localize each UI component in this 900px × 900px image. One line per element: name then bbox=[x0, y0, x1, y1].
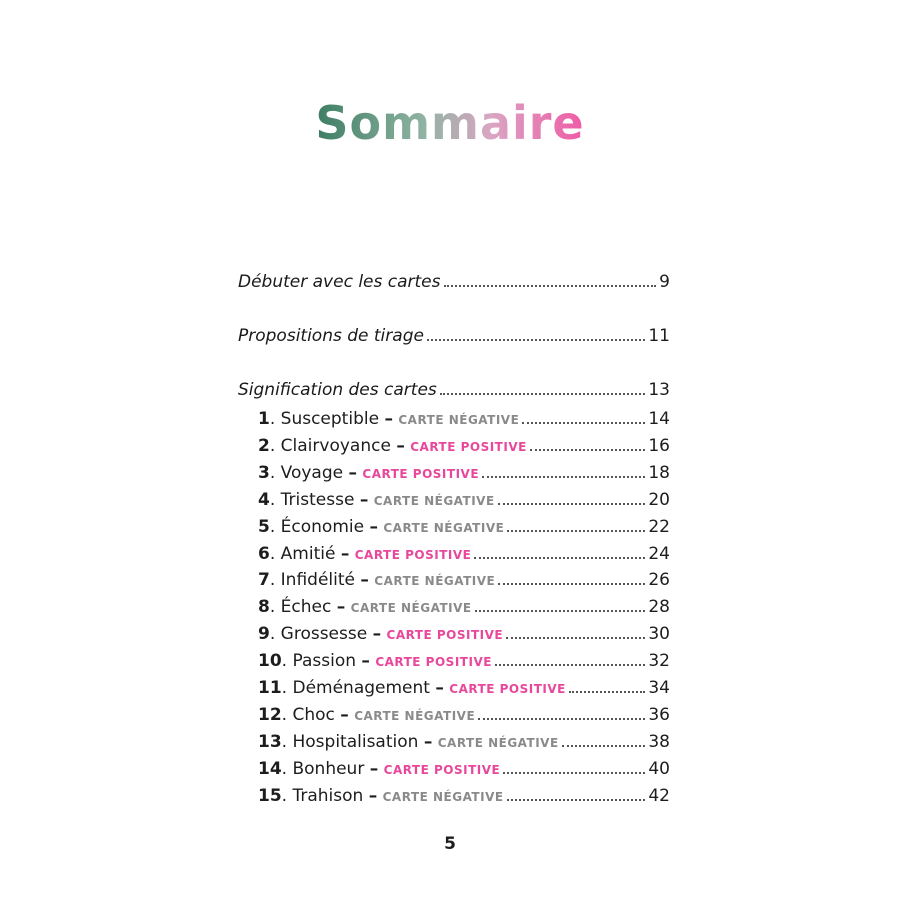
section-label: Débuter avec les cartes bbox=[238, 272, 441, 292]
section-page-number: 11 bbox=[648, 326, 670, 346]
number-separator: . bbox=[281, 651, 293, 672]
positive-card-tag: CARTE POSITIVE bbox=[386, 628, 504, 643]
card-name: Échec bbox=[280, 597, 332, 618]
number-separator: . bbox=[281, 785, 293, 806]
dash-separator: – bbox=[423, 731, 433, 752]
card-name: Économie bbox=[280, 516, 365, 537]
card-page-number: 14 bbox=[648, 409, 670, 429]
card-number: 10 bbox=[258, 651, 282, 672]
dot-leader bbox=[482, 476, 645, 478]
number-separator: . bbox=[269, 489, 281, 510]
negative-card-tag: CARTE NÉGATIVE bbox=[437, 735, 559, 750]
card-name: Bonheur bbox=[292, 758, 365, 779]
card-number: 13 bbox=[258, 731, 282, 752]
number-separator: . bbox=[269, 543, 281, 564]
card-entry-label bbox=[258, 786, 504, 806]
toc-card-row[interactable] bbox=[258, 409, 670, 429]
card-number: 4 bbox=[258, 489, 270, 510]
dot-leader bbox=[507, 530, 645, 532]
negative-card-tag: CARTE NÉGATIVE bbox=[383, 520, 505, 535]
card-number: 9 bbox=[258, 624, 270, 645]
toc-card-row[interactable] bbox=[258, 732, 670, 752]
card-number: 7 bbox=[258, 570, 270, 591]
dash-separator: – bbox=[340, 543, 350, 564]
dash-separator: – bbox=[372, 624, 382, 645]
dash-separator: – bbox=[361, 651, 370, 672]
card-name: Passion bbox=[292, 651, 357, 672]
dash-separator: – bbox=[360, 570, 369, 591]
card-name: Infidélité bbox=[280, 570, 355, 591]
toc-card-row[interactable] bbox=[258, 651, 670, 671]
card-page-number: 42 bbox=[648, 785, 670, 806]
positive-card-tag: CARTE POSITIVE bbox=[354, 547, 472, 562]
dot-leader bbox=[530, 449, 646, 451]
card-number: 3 bbox=[258, 462, 270, 483]
card-number: 5 bbox=[258, 516, 270, 537]
negative-card-tag: CARTE NÉGATIVE bbox=[350, 601, 472, 616]
dash-separator: – bbox=[340, 704, 349, 725]
dot-leader bbox=[440, 393, 646, 395]
card-name: Susceptible bbox=[280, 409, 380, 429]
dash-separator: – bbox=[336, 597, 346, 618]
number-separator: . bbox=[269, 597, 281, 618]
dot-leader bbox=[444, 285, 657, 287]
card-name: Déménagement bbox=[292, 678, 430, 698]
dash-separator: – bbox=[368, 785, 378, 806]
number-separator: . bbox=[281, 731, 293, 752]
card-name: Amitié bbox=[280, 543, 336, 564]
card-entry-label bbox=[258, 517, 504, 537]
toc-card-row[interactable] bbox=[258, 544, 670, 564]
card-page-number: 26 bbox=[648, 570, 670, 591]
card-page-number: 40 bbox=[648, 758, 670, 779]
card-page-number: 24 bbox=[648, 543, 670, 564]
page-title-text: Sommaire bbox=[315, 96, 585, 150]
negative-card-tag: CARTE NÉGATIVE bbox=[354, 708, 476, 723]
card-name: Trahison bbox=[292, 785, 364, 806]
page-number: 5 bbox=[444, 834, 456, 854]
card-page-number: 34 bbox=[648, 678, 670, 698]
card-number: 6 bbox=[258, 543, 270, 564]
card-number: 8 bbox=[258, 597, 270, 618]
dot-leader bbox=[569, 691, 645, 693]
card-entry-label bbox=[258, 463, 479, 483]
toc-section-signification[interactable] bbox=[238, 380, 670, 400]
card-number: 2 bbox=[258, 435, 270, 456]
card-name: Hospitalisation bbox=[292, 731, 419, 752]
toc-section-propositions[interactable] bbox=[238, 326, 670, 346]
card-entry-label bbox=[258, 759, 500, 779]
section-label: Signification des cartes bbox=[238, 380, 437, 400]
dot-leader bbox=[498, 503, 646, 505]
dot-leader bbox=[474, 557, 645, 559]
negative-card-tag: CARTE NÉGATIVE bbox=[374, 574, 496, 589]
card-entry-label bbox=[258, 624, 503, 644]
dot-leader bbox=[427, 339, 645, 341]
toc-card-row[interactable] bbox=[258, 678, 670, 698]
dash-separator: – bbox=[369, 516, 378, 537]
negative-card-tag: CARTE NÉGATIVE bbox=[373, 493, 495, 508]
dot-leader bbox=[522, 422, 645, 424]
card-number: 1 bbox=[258, 409, 270, 429]
card-number: 15 bbox=[258, 785, 282, 806]
card-number: 11 bbox=[258, 678, 282, 698]
number-separator: . bbox=[269, 462, 281, 483]
positive-card-tag: CARTE POSITIVE bbox=[449, 682, 566, 696]
dot-leader bbox=[507, 799, 646, 801]
card-entry-label bbox=[258, 678, 566, 698]
card-entry-label bbox=[258, 436, 527, 456]
card-entry-label bbox=[258, 409, 519, 429]
card-name: Choc bbox=[292, 704, 335, 725]
card-page-number: 18 bbox=[648, 462, 670, 483]
toc-card-row[interactable] bbox=[258, 436, 670, 456]
positive-card-tag: CARTE POSITIVE bbox=[410, 439, 527, 454]
number-separator: . bbox=[269, 435, 281, 456]
dash-separator: – bbox=[435, 678, 444, 698]
card-entry-label bbox=[258, 490, 495, 510]
card-page-number: 36 bbox=[648, 704, 670, 725]
dot-leader bbox=[495, 664, 645, 666]
card-page-number: 16 bbox=[648, 435, 670, 456]
card-entry-label bbox=[258, 570, 495, 590]
toc-card-row[interactable] bbox=[258, 786, 670, 806]
toc-section-debuter[interactable] bbox=[238, 272, 670, 292]
section-page-number: 13 bbox=[648, 380, 670, 400]
number-separator: . bbox=[281, 678, 293, 698]
number-separator: . bbox=[281, 704, 293, 725]
dot-leader bbox=[562, 745, 646, 747]
toc-card-row[interactable] bbox=[258, 570, 670, 590]
card-page-number: 22 bbox=[648, 516, 670, 537]
card-number: 12 bbox=[258, 704, 282, 725]
card-entry-label bbox=[258, 705, 475, 725]
dot-leader bbox=[498, 583, 645, 585]
dash-separator: – bbox=[384, 409, 393, 429]
toc-card-row[interactable] bbox=[258, 517, 670, 537]
card-page-number: 38 bbox=[648, 731, 670, 752]
dot-leader bbox=[503, 772, 645, 774]
card-name: Tristesse bbox=[280, 489, 355, 510]
card-entry-label bbox=[258, 732, 559, 752]
number-separator: . bbox=[269, 409, 281, 429]
toc-card-row[interactable] bbox=[258, 624, 670, 644]
card-entry-label bbox=[258, 544, 471, 564]
negative-card-tag: CARTE NÉGATIVE bbox=[398, 413, 520, 427]
number-separator: . bbox=[269, 516, 281, 537]
positive-card-tag: CARTE POSITIVE bbox=[362, 466, 480, 481]
toc-card-row[interactable] bbox=[258, 490, 670, 510]
toc-card-row[interactable] bbox=[258, 463, 670, 483]
card-page-number: 32 bbox=[648, 651, 670, 672]
number-separator: . bbox=[281, 758, 293, 779]
card-name: Voyage bbox=[280, 462, 344, 483]
card-number: 14 bbox=[258, 758, 282, 779]
dash-separator: – bbox=[359, 489, 369, 510]
dash-separator: – bbox=[369, 758, 379, 779]
dot-leader bbox=[475, 610, 646, 612]
dash-separator: – bbox=[396, 435, 405, 456]
negative-card-tag: CARTE NÉGATIVE bbox=[382, 789, 504, 804]
positive-card-tag: CARTE POSITIVE bbox=[375, 655, 492, 670]
toc-card-row[interactable] bbox=[258, 597, 670, 617]
number-separator: . bbox=[269, 570, 281, 591]
section-label: Propositions de tirage bbox=[238, 326, 424, 346]
dot-leader bbox=[478, 718, 645, 720]
number-separator: . bbox=[269, 624, 281, 645]
card-name: Grossesse bbox=[280, 624, 368, 645]
card-page-number: 30 bbox=[648, 624, 670, 645]
section-page-number: 9 bbox=[659, 272, 670, 292]
positive-card-tag: CARTE POSITIVE bbox=[383, 762, 501, 777]
card-page-number: 20 bbox=[648, 489, 670, 510]
page-title bbox=[0, 96, 900, 150]
dot-leader bbox=[506, 637, 645, 639]
card-page-number: 28 bbox=[648, 597, 670, 618]
card-entry-label bbox=[258, 597, 472, 617]
card-entry-label bbox=[258, 651, 492, 671]
toc-card-row[interactable] bbox=[258, 759, 670, 779]
card-name: Clairvoyance bbox=[280, 435, 391, 456]
toc-card-row[interactable] bbox=[258, 705, 670, 725]
dash-separator: – bbox=[348, 462, 358, 483]
